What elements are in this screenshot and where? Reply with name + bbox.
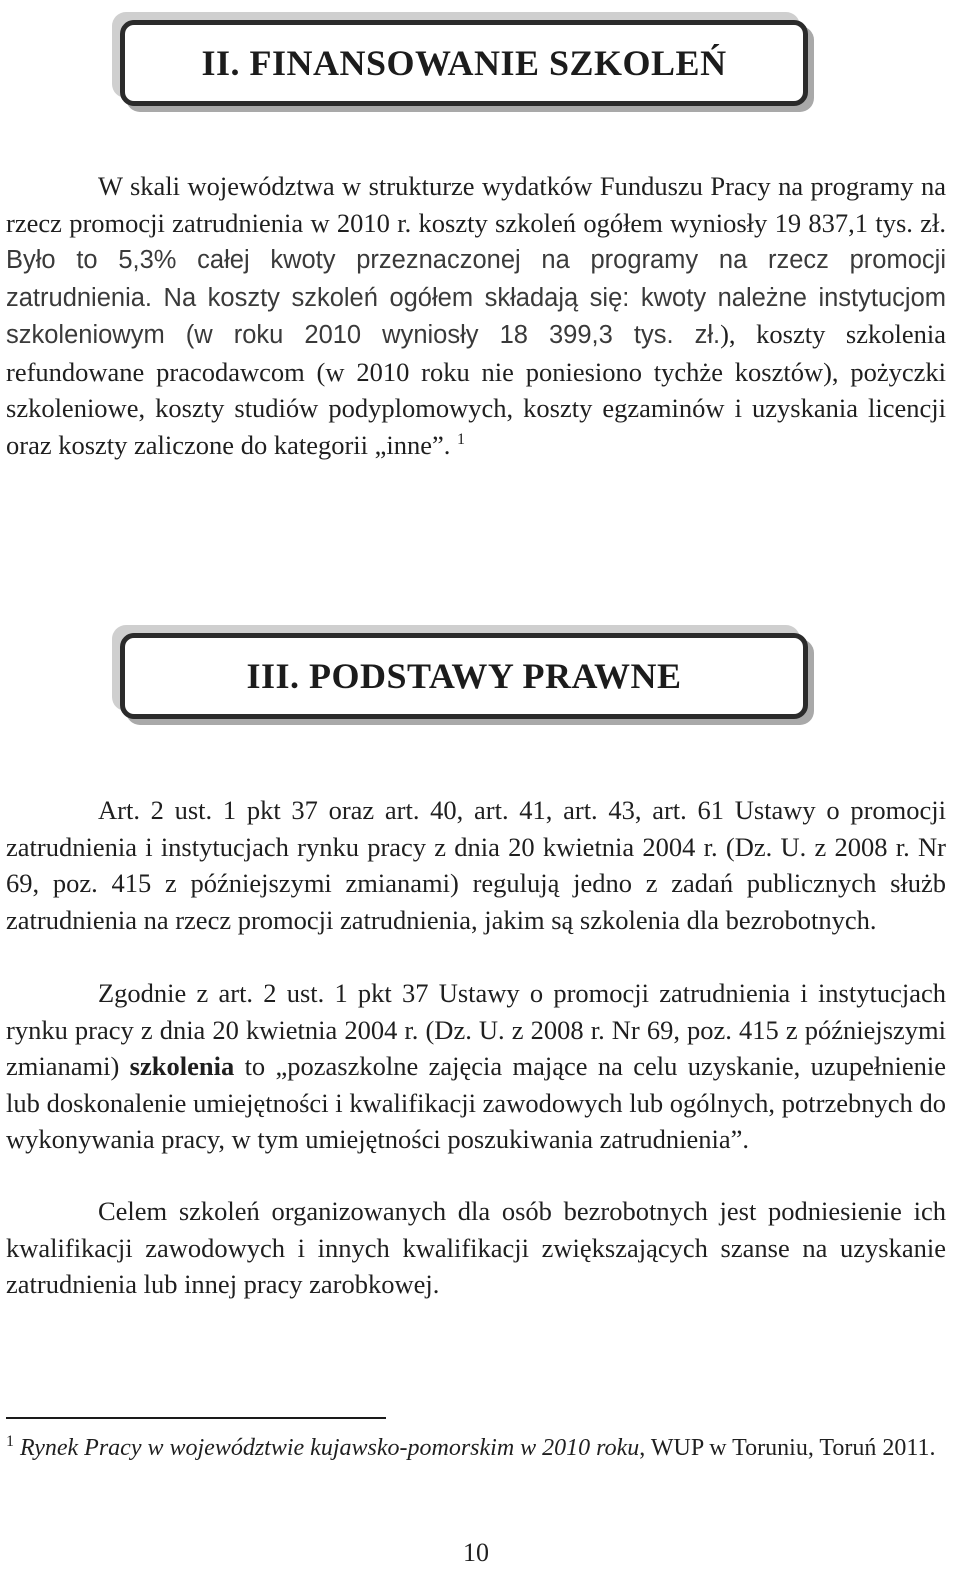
paragraph-legal-basis: Art. 2 ust. 1 pkt 37 oraz art. 40, art. 41, art. 43, art. 61 Ustawy o promocji zatrudnienia i instytucjach rynku pracy z dnia 20 kwietnia 2004 r. (Dz. U. z 2008 r. Nr 69, poz. 415 z późniejszymi zmianami) regulują jedno z zadań publicznych służb zatrudnienia na rzecz promocji zatrudnienia, jakim są szkolenia dla bezrobotnych. bbox=[6, 795, 946, 935]
footnote bbox=[6, 1432, 946, 1464]
paragraph-financing bbox=[6, 168, 946, 463]
section-heading-legal-basis bbox=[120, 633, 808, 719]
page-number: 10 bbox=[463, 1538, 489, 1567]
footnote-number: 1 bbox=[6, 1433, 14, 1450]
paragraph-definition-part2: to „pozaszkolne zajęcia mające na celu uzyskanie, uzupełnienie lub doskonalenie umiejętności i kwalifikacji zawodowych lub ogólnych, potrzebnych do wykonywania pracy, w tym umiejętności poszukiwania zatrudnienia”. bbox=[6, 1051, 947, 1154]
section-heading-financing bbox=[120, 20, 808, 106]
paragraph-financing-part3: ), koszty szkolenia refundowane pracodawcom (w 2010 roku nie poniesiono tychże kosztów), pożyczki szkoleniowe, koszty studiów podyplomowych, koszty egzaminów i uzyskania licencji oraz koszty zaliczone do kategorii „inne”. bbox=[6, 319, 946, 460]
paragraph-training-goal: Celem szkoleń organizowanych dla osób bezrobotnych jest podniesienie ich kwalifikacji zawodowych i innych kwalifikacji zwiększających szanse na uzyskanie zatrudnienia lub innej pracy zarobkowej. bbox=[6, 1196, 946, 1299]
paragraph-training-definition bbox=[6, 975, 946, 1158]
paragraph-financing-part2: Było to 5,3% całej kwoty przeznaczonej na programy na rzecz promocji zatrudnienia. Na koszty szkoleń ogółem składają się: kwoty należne instytucjom szkoleniowym (w roku 2010 wyniosły 18 399,3 tys. zł. bbox=[6, 246, 946, 349]
section-heading-financing-text: II. FINANSOWANIE SZKOLEŃ bbox=[201, 43, 727, 83]
footnote-reference: 1 bbox=[457, 430, 466, 448]
footnote-rest: , WUP w Toruniu, Toruń 2011. bbox=[639, 1435, 936, 1461]
term-szkolenia: szkolenia bbox=[129, 1051, 235, 1081]
footnote-separator bbox=[6, 1417, 386, 1419]
paragraph-definition-part1: Zgodnie z art. 2 ust. 1 pkt 37 Ustawy o promocji zatrudnienia i instytucjach rynku pracy z dnia 20 kwietnia 2004 r. (Dz. U. z 2008 r. Nr 69, poz. 415 z późniejszymi zmianami) bbox=[6, 978, 946, 1081]
section-heading-legal-basis-text: III. PODSTAWY PRAWNE bbox=[246, 656, 682, 696]
footnote-title: Rynek Pracy w województwie kujawsko-pomorskim w 2010 roku bbox=[20, 1435, 640, 1461]
paragraph-financing-part1: W skali województwa w strukturze wydatków Funduszu Pracy na programy na rzecz promocji zatrudnienia w 2010 r. koszty szkoleń ogółem wyniosły 19 837,1 tys. zł. bbox=[6, 171, 946, 238]
